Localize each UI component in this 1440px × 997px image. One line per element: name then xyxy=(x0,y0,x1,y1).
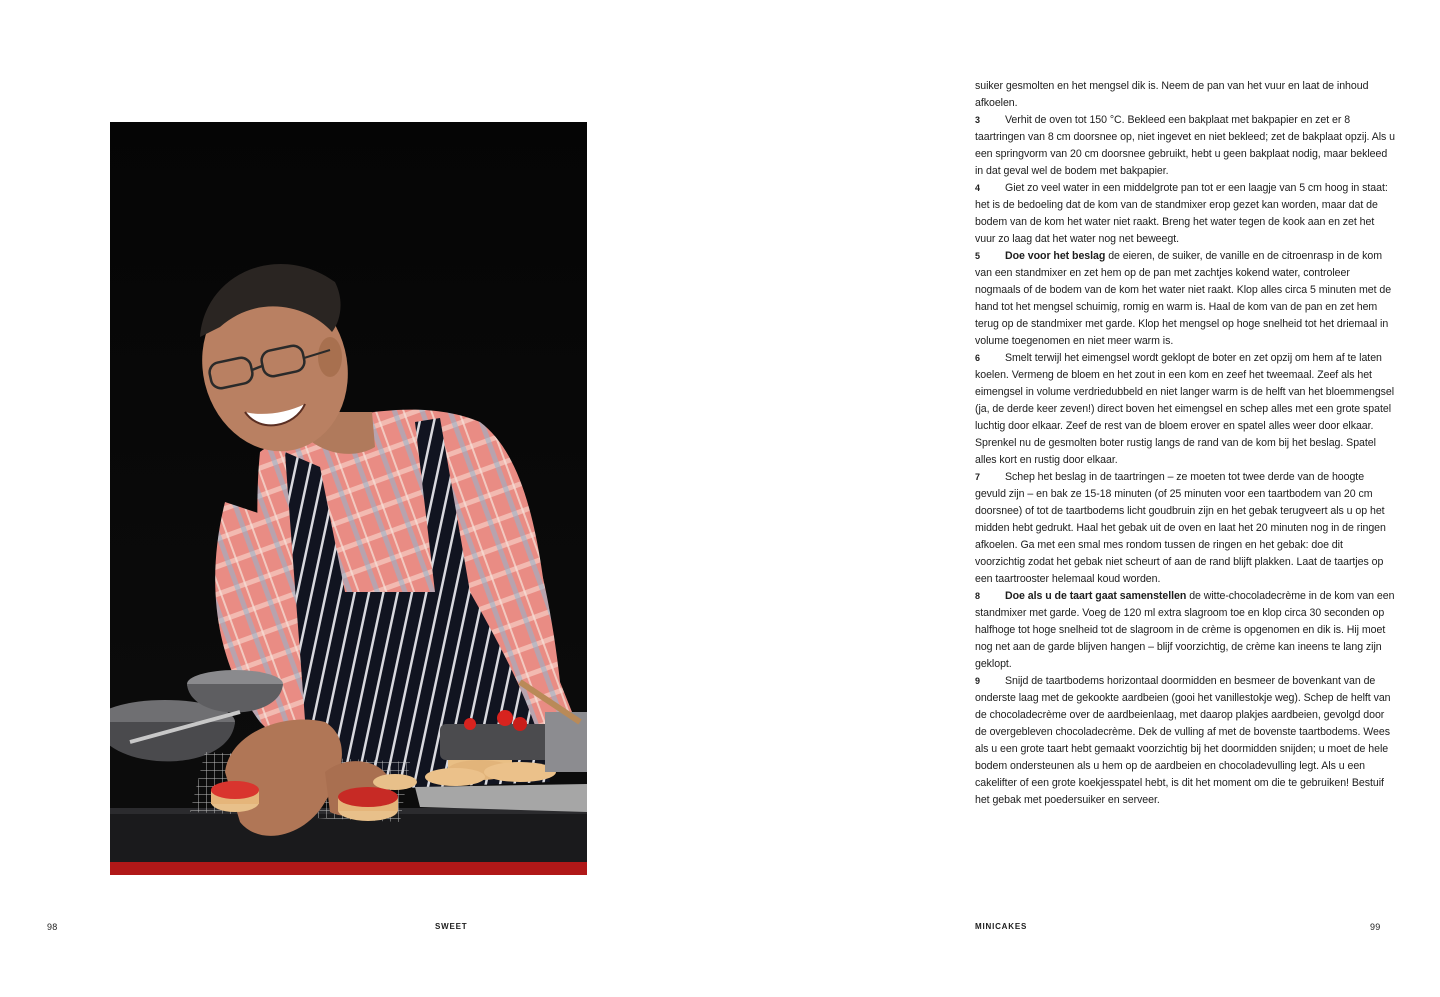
chef-photo xyxy=(110,122,587,875)
step-number: 7 xyxy=(975,472,980,482)
step-lead: Doe als u de taart gaat samenstellen xyxy=(1005,590,1187,602)
chef-photo-illustration xyxy=(110,122,587,875)
step-number: 6 xyxy=(975,353,980,363)
step-text: Schep het beslag in de taartringen – ze moeten tot twee derde van de hoogte gevuld zijn – en bak ze 15-18 minuten (of 25 minuten voor een taartbodem van 20 cm doorsnee) of tot de taartbodems licht goudbruin zijn en het gebak terugveert als u op het midden hebt gedrukt. Haal het gebak uit de oven en laat het 20 minuten nog in de ringen afkoelen. Ga met een smal mes rondom tussen de ringen en het gebak: doe dit voorzichtig zodat het gebak niet scheurt of aan de rand blijft plakken. Laat de taartjes op een taartrooster helemaal koud worden. xyxy=(975,471,1386,585)
running-head-right: MINICAKES xyxy=(975,922,1028,931)
method-step xyxy=(975,588,1395,673)
step-number: 8 xyxy=(975,591,980,601)
step-number: 3 xyxy=(975,115,980,125)
right-page xyxy=(720,0,1440,997)
method-step xyxy=(975,112,1395,180)
step-text: Smelt terwijl het eimengsel wordt geklopt de boter en zet opzij om hem af te laten koelen. Vermeng de bloem en het zout in een kom en zeef het tweemaal. Zeef als het eimengsel in volume verdriedubbeld en niet langer warm is de helft van het bloemmengsel (ja, de derde keer zeven!) direct boven het eimengsel en schep alles met een grote spatel luchtig door elkaar. Zeef de rest van de bloem erover en spatel alles weer door elkaar. Sprenkel nu de gesmolten boter rustig langs de rand van de kom bij het beslag. Spatel alles kort en rustig door elkaar. xyxy=(975,352,1395,466)
page-number-left: 98 xyxy=(47,922,58,932)
method-step xyxy=(975,350,1395,469)
step-text: Snijd de taartbodems horizontaal doormidden en besmeer de bovenkant van de onderste laag met de gekookte aardbeien (gooi het vanillestokje weg). Schep de helft van de chocoladecrème over de aardbeienlaag, met daarop plakjes aardbeien, gevolgd door de overgebleven chocoladecrème. Dek de vulling af met de bovenste taartbodems. Wees als u een grote taart hebt gemaakt voorzichtig bij het doormidden snijden; u moet de hele bodem ondersteunen als u hem op de aardbeien en chocoladevulling legt. Als u een cakelifter of een grote koekjesspatel hebt, is dit het moment om die te gebruiken! Bestuif het gebak met poedersuiker en serveer. xyxy=(975,675,1391,806)
running-head-left: SWEET xyxy=(435,922,468,931)
method-step xyxy=(975,469,1395,588)
step-number: 4 xyxy=(975,183,980,193)
step-number: 9 xyxy=(975,676,980,686)
page-number-right: 99 xyxy=(1370,922,1381,932)
step-text: Giet zo veel water in een middelgrote pan tot er een laagje van 5 cm hoog in staat: het is de bedoeling dat de kom van de standmixer erop gezet kan worden, maar dat de bodem van de kom het water niet raakt. Breng het water tegen de kook aan en zet het vuur zo laag dat het water nog net beweegt. xyxy=(975,182,1388,245)
method-step xyxy=(975,673,1395,809)
method-step xyxy=(975,248,1395,350)
step-lead: Doe voor het beslag xyxy=(1005,250,1106,262)
method-intro: suiker gesmolten en het mengsel dik is. Neem de pan van het vuur en laat de inhoud afkoelen. xyxy=(975,80,1369,109)
step-text: de witte-chocoladecrème in de kom van een standmixer met garde. Voeg de 120 ml extra slagroom toe en klop circa 30 seconden op halfhoge tot hoge snelheid tot de slagroom in de crème is opgenomen en dik is. Hij moet nog net aan de garde blijven hangen – blijf voorzichtig, de crème kan ineens te lang zijn geklopt. xyxy=(975,590,1395,670)
recipe-method xyxy=(975,78,1395,809)
step-text: de eieren, de suiker, de vanille en de citroenrasp in de kom van een standmixer en zet hem op de pan met zachtjes kokend water, controleer nogmaals of de bodem van de kom het water niet raakt. Klop alles circa 5 minuten met de hand tot het mengsel schuimig, romig en warm is. Haal de kom van de pan en zet hem terug op de standmixer met garde. Klop het mengsel op hoge snelheid tot het driemaal in volume toegenomen en niet meer warm is. xyxy=(975,250,1392,347)
step-number: 5 xyxy=(975,251,980,261)
step-text: Verhit de oven tot 150 °C. Bekleed een bakplaat met bakpapier en zet er 8 taartringen van 8 cm doorsnee op, niet ingevet en niet bekleed; zet de bakplaat opzij. Als u een springvorm van 20 cm doorsnee gebruikt, hebt u geen bakplaat nodig, maar bekleed in dat geval wel de bodem met bakpapier. xyxy=(975,114,1396,177)
method-step xyxy=(975,180,1395,248)
